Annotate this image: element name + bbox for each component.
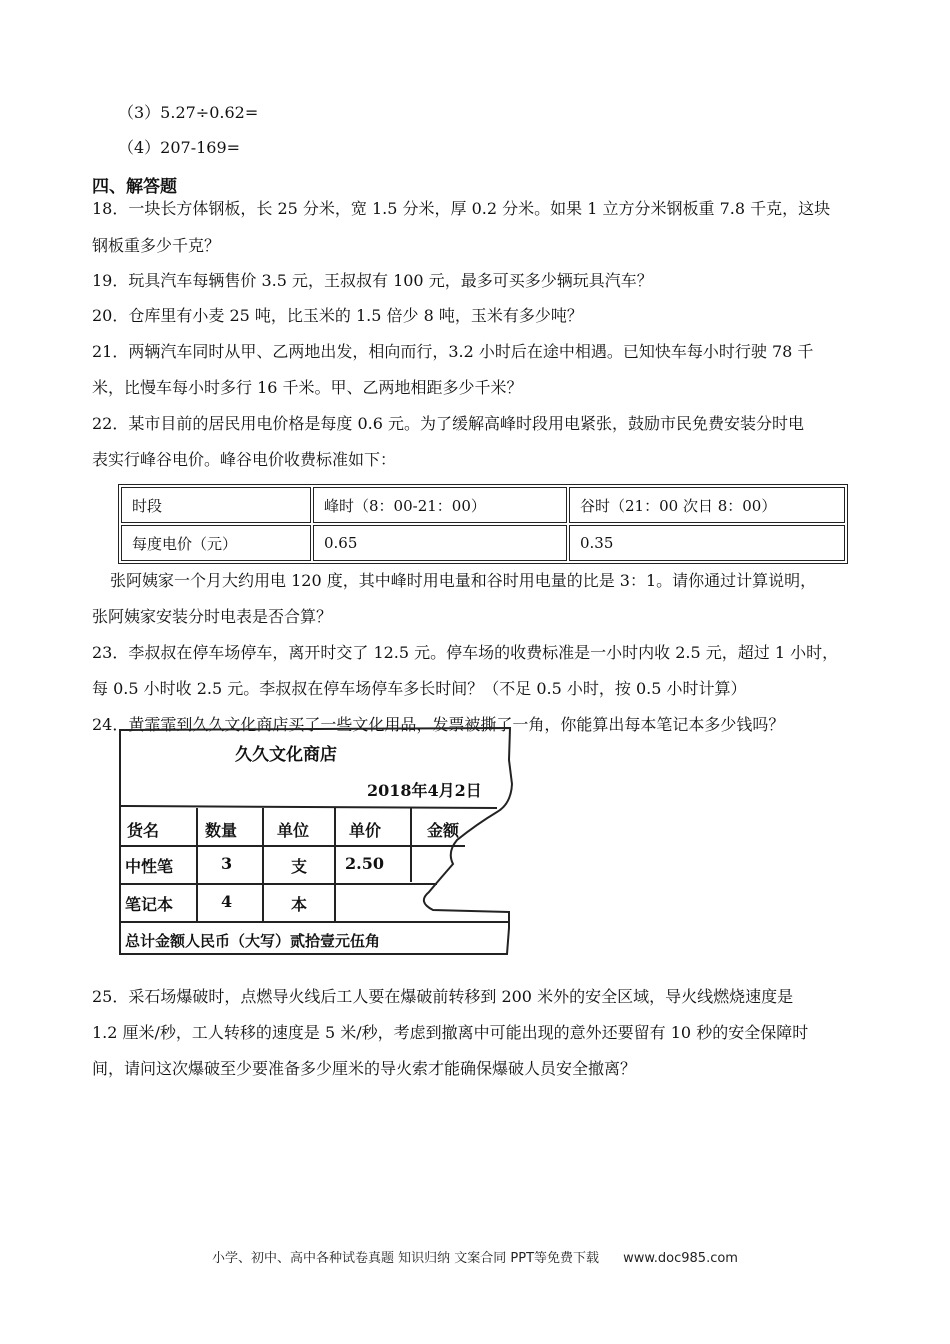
question-22-line-2: 表实行峰谷电价。峰谷电价收费标准如下： <box>92 450 397 469</box>
invoice-header-cell: 数量 <box>205 821 238 840</box>
table-row <box>121 487 845 523</box>
question-18-line-2: 钢板重多少千克？ <box>92 236 221 255</box>
invoice-cell: 笔记本 <box>125 895 174 914</box>
invoice-cell: 4 <box>221 892 233 911</box>
table-header-cell: 时段 <box>121 487 311 523</box>
table-cell: 0.65 <box>313 525 567 561</box>
question-22-cont-line-2: 张阿姨家安装分时电表是否合算？ <box>92 607 333 626</box>
invoice-store-name: 久久文化商店 <box>235 745 337 765</box>
invoice-total: 总计金额人民币（大写）贰拾壹元伍角 <box>125 932 381 950</box>
question-20: 20．仓库里有小麦 25 吨，比玉米的 1.5 倍少 8 吨，玉米有多少吨？ <box>92 306 583 325</box>
question-21-line-2: 米，比慢车每小时多行 16 千米。甲、乙两地相距多少千米？ <box>92 378 523 397</box>
footer-text: 小学、初中、高中各种试卷真题 知识归纳 文案合同 PPT等免费下载 <box>212 1251 600 1266</box>
question-19: 19．玩具汽车每辆售价 3.5 元，王叔叔有 100 元，最多可买多少辆玩具汽车？ <box>92 271 653 290</box>
question-25-line-1: 25．采石场爆破时，点燃导火线后工人要在爆破前转移到 200 米外的安全区域，导火线燃烧速度是 <box>92 987 794 1006</box>
invoice-header-cell: 货名 <box>127 821 160 840</box>
question-24: 24．黄霏霏到久久文化商店买了一些文化用品，发票被撕了一角，你能算出每本笔记本多少钱吗？ <box>92 715 785 734</box>
table-cell: 每度电价（元） <box>121 525 311 561</box>
section-title: 四、解答题 <box>92 177 177 197</box>
question-17-part-3: （3）5.27÷0.62= <box>118 103 259 122</box>
question-22-cont-line-1: 张阿姨家一个月大约用电 120 度，其中峰时用电量和谷时用电量的比是 3：1。请你通过计算说明， <box>110 571 817 590</box>
invoice-header-cell: 单位 <box>277 821 310 840</box>
invoice-header-cell: 金额 <box>427 821 460 840</box>
table-cell: 0.35 <box>569 525 845 561</box>
page-footer <box>0 1247 950 1266</box>
question-18-line-1: 18．一块长方体钢板，长 25 分米，宽 1.5 分米，厚 0.2 分米。如果 1 立方分米钢板重 7.8 千克，这块 <box>92 199 831 218</box>
table-header-cell: 峰时（8：00-21：00） <box>313 487 567 523</box>
invoice-cell: 支 <box>291 857 308 876</box>
torn-invoice-image <box>117 722 515 958</box>
table-header-cell: 谷时（21：00 次日 8：00） <box>569 487 845 523</box>
invoice-date: 2018年4月2日 <box>367 781 482 800</box>
invoice-cell: 本 <box>291 895 308 914</box>
question-25-line-3: 间，请问这次爆破至少要准备多少厘米的导火索才能确保爆破人员安全撤离？ <box>92 1059 637 1078</box>
invoice-cell: 3 <box>221 854 233 873</box>
question-25-line-2: 1.2 厘米/秒，工人转移的速度是 5 米/秒，考虑到撤离中可能出现的意外还要留有 10 秒的安全保障时 <box>92 1023 809 1042</box>
question-23-line-2: 每 0.5 小时收 2.5 元。李叔叔在停车场停车多长时间？（不足 0.5 小时，按 0.5 小时计算） <box>92 679 747 698</box>
question-17-part-4: （4）207-169= <box>118 138 241 157</box>
footer-site-link[interactable]: www.doc985.com <box>623 1251 738 1266</box>
question-21-line-1: 21．两辆汽车同时从甲、乙两地出发，相向而行，3.2 小时后在途中相遇。已知快车每小时行驶 78 千 <box>92 342 814 361</box>
question-23-line-1: 23．李叔叔在停车场停车，离开时交了 12.5 元。停车场的收费标准是一小时内收 2.5 元，超过 1 小时， <box>92 643 839 662</box>
invoice-cell: 2.50 <box>345 854 384 873</box>
invoice-header-cell: 单价 <box>349 821 382 840</box>
table-row <box>121 525 845 561</box>
electricity-price-table <box>118 484 848 564</box>
invoice-cell: 中性笔 <box>125 857 174 876</box>
question-22-line-1: 22．某市目前的居民用电价格是每度 0.6 元。为了缓解高峰时段用电紧张，鼓励市民免费安装分时电 <box>92 414 804 433</box>
